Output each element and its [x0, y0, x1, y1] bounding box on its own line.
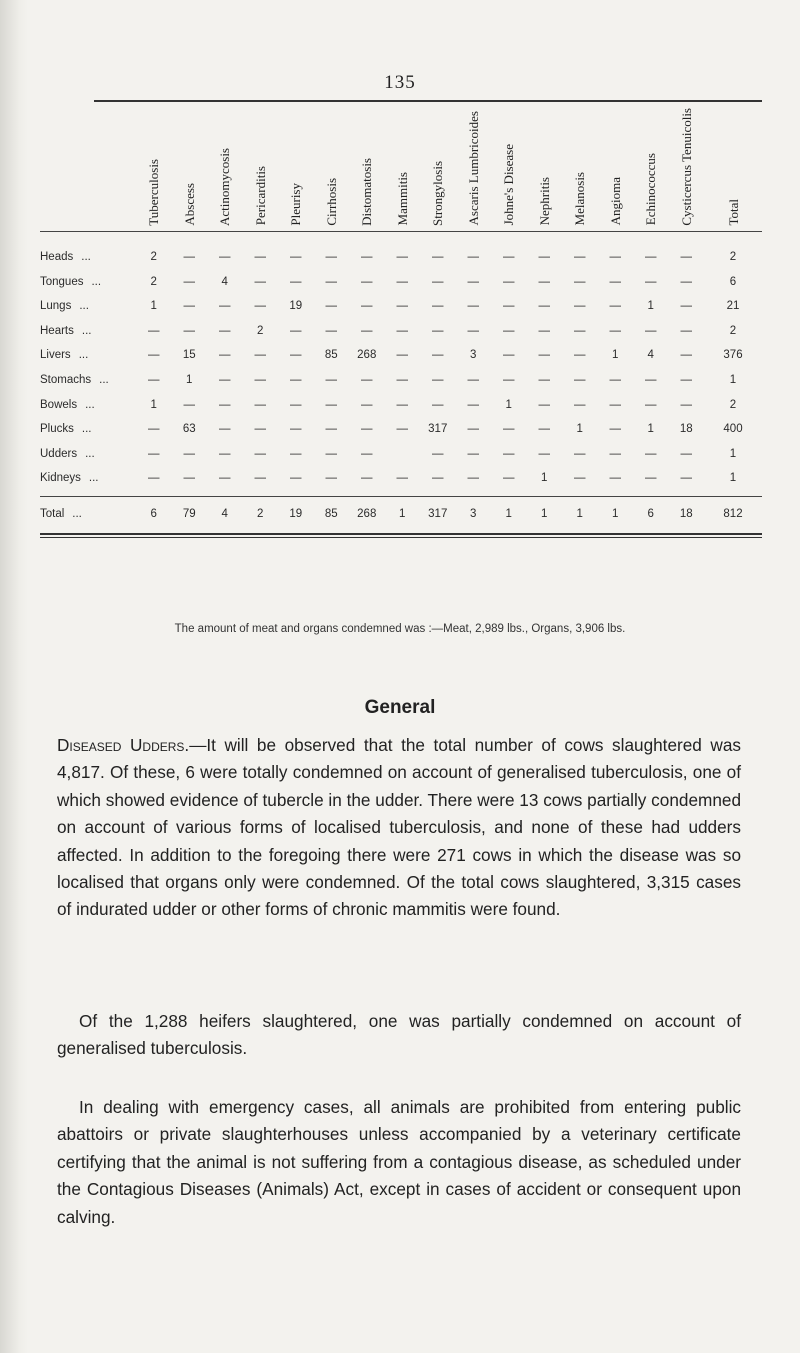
table-cell: 1: [612, 349, 619, 362]
table-cell: —: [254, 373, 266, 386]
column-header-label: Cirrhosis: [323, 177, 339, 226]
table-cell: —: [396, 349, 408, 362]
table-cell: 2: [729, 398, 737, 411]
table-cell: 317: [428, 507, 448, 520]
table-cell: —: [538, 275, 550, 288]
table-cell: —: [432, 447, 444, 460]
column-header-label: Echinococcus: [643, 153, 659, 226]
column-header-label: Distomatosis: [359, 157, 375, 226]
table-row: [40, 368, 762, 393]
condemnation-table: [40, 100, 762, 538]
table-cell: —: [219, 250, 231, 263]
table-cell: —: [396, 324, 408, 337]
table-cell: —: [396, 373, 408, 386]
table-header-row: [40, 102, 762, 231]
table-cell: —: [219, 398, 231, 411]
table-cell: —: [538, 349, 550, 362]
table-cell: —: [538, 300, 550, 313]
table-cell: —: [609, 398, 621, 411]
row-label-text: Kidneys: [40, 472, 81, 485]
table-cell: —: [574, 373, 586, 386]
table-body: [40, 231, 762, 531]
column-header-label: Abscess: [181, 183, 197, 226]
table-cell: —: [183, 398, 195, 411]
table-cell: —: [609, 300, 621, 313]
header-rule: [40, 231, 762, 232]
table-cell: —: [396, 423, 408, 436]
table-cell: —: [325, 373, 337, 386]
row-label-text: Plucks: [40, 423, 74, 436]
column-header-label: Pleurisy: [288, 183, 304, 226]
table-cell: —: [574, 349, 586, 362]
table-cell: —: [432, 324, 444, 337]
row-label-text: Tongues: [40, 275, 84, 288]
row-label-leader: ...: [85, 398, 95, 411]
paragraph-emergency-cases: [57, 1094, 741, 1231]
header-rule-cell: [40, 231, 762, 245]
table-cell: —: [680, 275, 692, 288]
column-header: [562, 102, 598, 231]
column-header: [669, 102, 705, 231]
column-header: [243, 102, 279, 231]
table-cell: 812: [723, 507, 743, 520]
table-cell: —: [325, 472, 337, 485]
row-label-leader: ...: [81, 324, 92, 337]
table-cell: —: [574, 447, 586, 460]
page-number: 135: [384, 72, 416, 93]
table-cell: —: [609, 447, 621, 460]
table-row: [40, 245, 762, 270]
table-cell: —: [645, 324, 657, 337]
row-label-leader: ...: [91, 275, 102, 288]
table-cell: —: [361, 472, 373, 485]
row-label-text: Udders: [40, 447, 78, 460]
table-cell: —: [396, 398, 408, 411]
column-header: [420, 102, 456, 231]
table-cell: —: [325, 275, 337, 288]
condemnation-grid: [40, 102, 762, 531]
table-cell: —: [574, 324, 586, 337]
row-label: [40, 318, 136, 343]
table-cell: —: [432, 349, 444, 362]
table-cell: 1: [541, 507, 548, 520]
table-cell: —: [148, 472, 160, 485]
table-bottom-rule-2: [40, 537, 762, 538]
row-label: [40, 466, 136, 491]
table-cell: —: [148, 349, 160, 362]
table-cell: 1: [729, 472, 737, 485]
table-cell: —: [432, 472, 444, 485]
table-cell: —: [574, 398, 586, 411]
table-cell: 376: [723, 349, 743, 362]
table-caption: The amount of meat and organs condemned was :—Meat, 2,989 lbs., Organs, 3,906 lbs.: [174, 623, 626, 635]
table-total-row: [40, 497, 762, 531]
table-cell: —: [432, 398, 444, 411]
table-cell: —: [645, 447, 657, 460]
column-header-label: Nephritis: [536, 177, 552, 226]
table-cell: 1: [576, 507, 583, 520]
table-cell: —: [183, 472, 195, 485]
table-cell: —: [645, 275, 657, 288]
table-cell: —: [467, 300, 479, 313]
paragraph-body: —It will be observed that the total number of cows slaughtered was 4,817. Of these, 6 were totally condemned on account of generalised tuberculosis, one of which showed evidence of tubercle in the udder. There were 13 cows partially condemned on account of various forms of localised tuberculosis, and none of these had udders affected. In addition to the foregoing there were 271 cows in which the disease was so localised that organs only were condemned. Of the total cows slaughtered, 3,315 cases of indurated udder or other forms of chronic mammitis were found.: [57, 735, 741, 920]
table-cell: —: [361, 324, 373, 337]
table-cell: —: [609, 250, 621, 263]
table-cell: —: [538, 447, 550, 460]
table-cell: —: [148, 324, 160, 337]
table-cell: —: [503, 300, 515, 313]
table-cell: —: [254, 423, 266, 436]
table-cell: —: [290, 349, 302, 362]
table-row: [40, 417, 762, 442]
table-cell: —: [467, 324, 479, 337]
column-header: [349, 102, 385, 231]
table-cell: —: [467, 447, 479, 460]
table-cell: —: [219, 300, 231, 313]
column-header: [385, 102, 421, 231]
column-header-label: Pericarditis: [252, 166, 268, 226]
table-cell: —: [396, 250, 408, 263]
table-cell: —: [467, 398, 479, 411]
table-cell: —: [254, 300, 266, 313]
table-cell: —: [538, 423, 550, 436]
table-cell: —: [538, 324, 550, 337]
table-cell: 2: [150, 275, 157, 288]
table-cell: —: [503, 349, 515, 362]
row-label-text: Lungs: [40, 300, 72, 313]
table-cell: —: [290, 373, 302, 386]
table-cell: 1: [647, 300, 654, 313]
table-cell: 18: [679, 507, 693, 520]
row-label-text: Hearts: [40, 324, 74, 337]
table-row: [40, 441, 762, 466]
table-cell: 79: [182, 507, 196, 520]
table-cell: 15: [182, 349, 196, 362]
table-cell: —: [432, 275, 444, 288]
table-cell: —: [680, 373, 692, 386]
table-cell: 6: [150, 507, 157, 520]
table-cell: —: [680, 398, 692, 411]
table-row: [40, 318, 762, 343]
paragraph-diseased-udders: [57, 732, 741, 924]
table-cell: —: [680, 324, 692, 337]
table-cell: —: [361, 300, 373, 313]
table-cell: —: [183, 447, 195, 460]
table-cell: —: [325, 423, 337, 436]
column-header: [172, 102, 208, 231]
table-cell: 63: [182, 423, 196, 436]
table-cell: —: [290, 324, 302, 337]
row-label-leader: ...: [79, 300, 89, 313]
table-cell: —: [503, 447, 515, 460]
row-label-text: Livers: [40, 349, 71, 362]
row-label-text: Bowels: [40, 398, 78, 411]
table-cell: —: [432, 373, 444, 386]
table-cell: —: [645, 398, 657, 411]
table-cell: —: [219, 324, 231, 337]
table-cell: —: [680, 349, 692, 362]
table-cell: —: [219, 349, 231, 362]
table-cell: 2: [257, 507, 264, 520]
table-cell: —: [254, 275, 266, 288]
table-cell: 85: [324, 507, 338, 520]
table-cell: —: [432, 300, 444, 313]
table-cell: 2: [729, 324, 737, 337]
table-cell: —: [148, 423, 160, 436]
table-cell: 4: [221, 507, 228, 520]
table-cell: —: [361, 250, 373, 263]
table-cell: —: [680, 447, 692, 460]
table-cell: 18: [679, 423, 693, 436]
table-cell: 317: [428, 423, 448, 436]
table-cell: 4: [647, 349, 654, 362]
table-cell: —: [680, 472, 692, 485]
row-label: [40, 368, 136, 393]
table-row: [40, 343, 762, 368]
column-header: [456, 102, 492, 231]
table-cell: —: [290, 250, 302, 263]
table-cell: —: [467, 250, 479, 263]
table-cell: —: [219, 472, 231, 485]
table-cell: —: [361, 447, 373, 460]
table-cell: 268: [357, 349, 377, 362]
table-cell: —: [396, 472, 408, 485]
table-cell: —: [609, 324, 621, 337]
table-cell: 85: [324, 349, 338, 362]
table-cell: 3: [470, 507, 477, 520]
table-cell: —: [325, 398, 337, 411]
table-cell: —: [538, 250, 550, 263]
column-header-label: Angioma: [607, 177, 623, 226]
column-header: [136, 102, 172, 231]
row-label: [40, 392, 136, 417]
row-label: [40, 245, 136, 270]
table-cell: —: [183, 324, 195, 337]
row-label-leader: ...: [81, 250, 91, 263]
row-label-leader: ...: [99, 373, 109, 386]
table-cell: —: [609, 373, 621, 386]
table-cell: —: [467, 275, 479, 288]
table-cell: —: [254, 447, 266, 460]
table-cell: 2: [729, 250, 737, 263]
table-cell: —: [183, 250, 195, 263]
table-cell: —: [503, 373, 515, 386]
table-cell: —: [574, 300, 586, 313]
column-header: [491, 102, 527, 231]
row-label-leader: ...: [81, 423, 92, 436]
table-cell: —: [254, 250, 266, 263]
table-cell: 1: [729, 447, 737, 460]
table-cell: —: [574, 275, 586, 288]
table-row: [40, 392, 762, 417]
table-row: [40, 294, 762, 319]
table-cell: —: [254, 349, 266, 362]
row-label: [40, 294, 136, 319]
table-cell: —: [645, 472, 657, 485]
row-label: [40, 497, 136, 531]
table-cell: 6: [729, 275, 737, 288]
table-cell: —: [574, 472, 586, 485]
table-cell: [385, 441, 421, 466]
paragraph-lead: Diseased Udders.: [57, 735, 190, 755]
table-row: [40, 269, 762, 294]
table-cell: 2: [257, 324, 264, 337]
table-cell: 1: [399, 507, 406, 520]
table-cell: —: [645, 373, 657, 386]
scan-shadow: [0, 0, 28, 1353]
row-label: [40, 269, 136, 294]
paragraph-text: Of the 1,288 heifers slaughtered, one was partially condemned on account of generalised tuberculosis.: [57, 1011, 741, 1059]
table-cell: 1: [541, 472, 548, 485]
table-cell: —: [254, 398, 266, 411]
table-cell: —: [148, 373, 160, 386]
table-cell: —: [538, 373, 550, 386]
row-label-leader: ...: [72, 507, 82, 520]
row-label-text: Total: [40, 507, 65, 520]
table-cell: —: [432, 250, 444, 263]
table-cell: —: [219, 423, 231, 436]
paragraph-heifers: [57, 1008, 741, 1063]
row-label-leader: ...: [78, 349, 89, 362]
table-cell: 1: [729, 373, 737, 386]
table-cell: —: [290, 275, 302, 288]
table-cell: 1: [505, 507, 512, 520]
row-label-leader: ...: [85, 447, 95, 460]
table-cell: 1: [150, 398, 157, 411]
table-cell: —: [680, 250, 692, 263]
table-cell: 6: [647, 507, 654, 520]
table-cell: 1: [505, 398, 512, 411]
table-cell: 3: [470, 349, 477, 362]
table-cell: —: [503, 275, 515, 288]
table-cell: —: [361, 398, 373, 411]
table-cell: —: [503, 250, 515, 263]
table-cell: —: [396, 300, 408, 313]
table-bottom-rule: [40, 533, 762, 535]
table-cell: —: [396, 275, 408, 288]
table-cell: —: [467, 373, 479, 386]
column-header-label: Total: [725, 199, 741, 226]
table-cell: —: [325, 324, 337, 337]
table-cell: 19: [289, 300, 303, 313]
table-cell: 21: [726, 300, 740, 313]
table-cell: 1: [576, 423, 583, 436]
table-cell: 268: [357, 507, 377, 520]
table-cell: —: [645, 250, 657, 263]
section-heading: General: [364, 697, 436, 718]
row-label: [40, 343, 136, 368]
table-cell: —: [680, 300, 692, 313]
table-cell: —: [503, 472, 515, 485]
row-label-text: Heads: [40, 250, 74, 263]
table-cell: —: [609, 275, 621, 288]
table-cell: —: [325, 300, 337, 313]
table-cell: —: [467, 472, 479, 485]
table-cell: 4: [221, 275, 228, 288]
table-cell: —: [148, 447, 160, 460]
table-cell: —: [219, 373, 231, 386]
column-header: [598, 102, 634, 231]
row-label: [40, 441, 136, 466]
table-cell: —: [290, 398, 302, 411]
column-header-label: Cysticercus Tenuicolis: [678, 108, 694, 226]
column-header-label: Melanosis: [572, 172, 588, 226]
table-cell: 1: [612, 507, 619, 520]
column-header: [207, 102, 243, 231]
table-cell: 19: [289, 507, 303, 520]
row-label-leader: ...: [88, 472, 99, 485]
row-label-text: Stomachs: [40, 373, 92, 386]
column-header-label: Tuberculosis: [146, 158, 162, 226]
column-header: [633, 102, 669, 231]
table-cell: —: [609, 472, 621, 485]
table-cell: —: [503, 423, 515, 436]
table-cell: —: [609, 423, 621, 436]
table-cell: —: [574, 250, 586, 263]
table-cell: —: [219, 447, 231, 460]
table-cell: —: [361, 423, 373, 436]
table-cell: —: [361, 275, 373, 288]
column-header-label: Ascaris Lumbricoides: [465, 111, 481, 226]
table-cell: 1: [647, 423, 654, 436]
table-cell: 2: [150, 250, 157, 263]
column-header: [704, 102, 762, 231]
column-header-label: Actinomycosis: [217, 147, 233, 226]
paragraph-text: In dealing with emergency cases, all animals are prohibited from entering public abattoirs or private slaughterhouses unless accompanied by a veterinary certificate certifying that the animal is not suffering from a contagious disease, as scheduled under the Contagious Diseases (Animals) Act, except in cases of accident or consequent upon calving.: [57, 1097, 741, 1227]
table-cell: —: [290, 423, 302, 436]
column-header: [527, 102, 563, 231]
table-cell: —: [290, 472, 302, 485]
row-label-header: [40, 102, 136, 231]
table-cell: —: [290, 447, 302, 460]
table-cell: 1: [150, 300, 157, 313]
table-row: [40, 466, 762, 491]
column-header: [314, 102, 350, 231]
column-header-label: Strongylosis: [430, 160, 446, 226]
column-header: [278, 102, 314, 231]
table-cell: 400: [723, 423, 743, 436]
table-cell: —: [325, 447, 337, 460]
table-cell: —: [538, 398, 550, 411]
row-label: [40, 417, 136, 442]
table-cell: —: [503, 324, 515, 337]
table-cell: —: [361, 373, 373, 386]
table-cell: —: [325, 250, 337, 263]
table-cell: —: [183, 300, 195, 313]
column-header-label: Mammitis: [394, 172, 410, 226]
table-cell: —: [467, 423, 479, 436]
table-cell: —: [254, 472, 266, 485]
column-header-label: Johne's Disease: [501, 144, 517, 226]
table-cell: —: [183, 275, 195, 288]
table-cell: 1: [186, 373, 193, 386]
